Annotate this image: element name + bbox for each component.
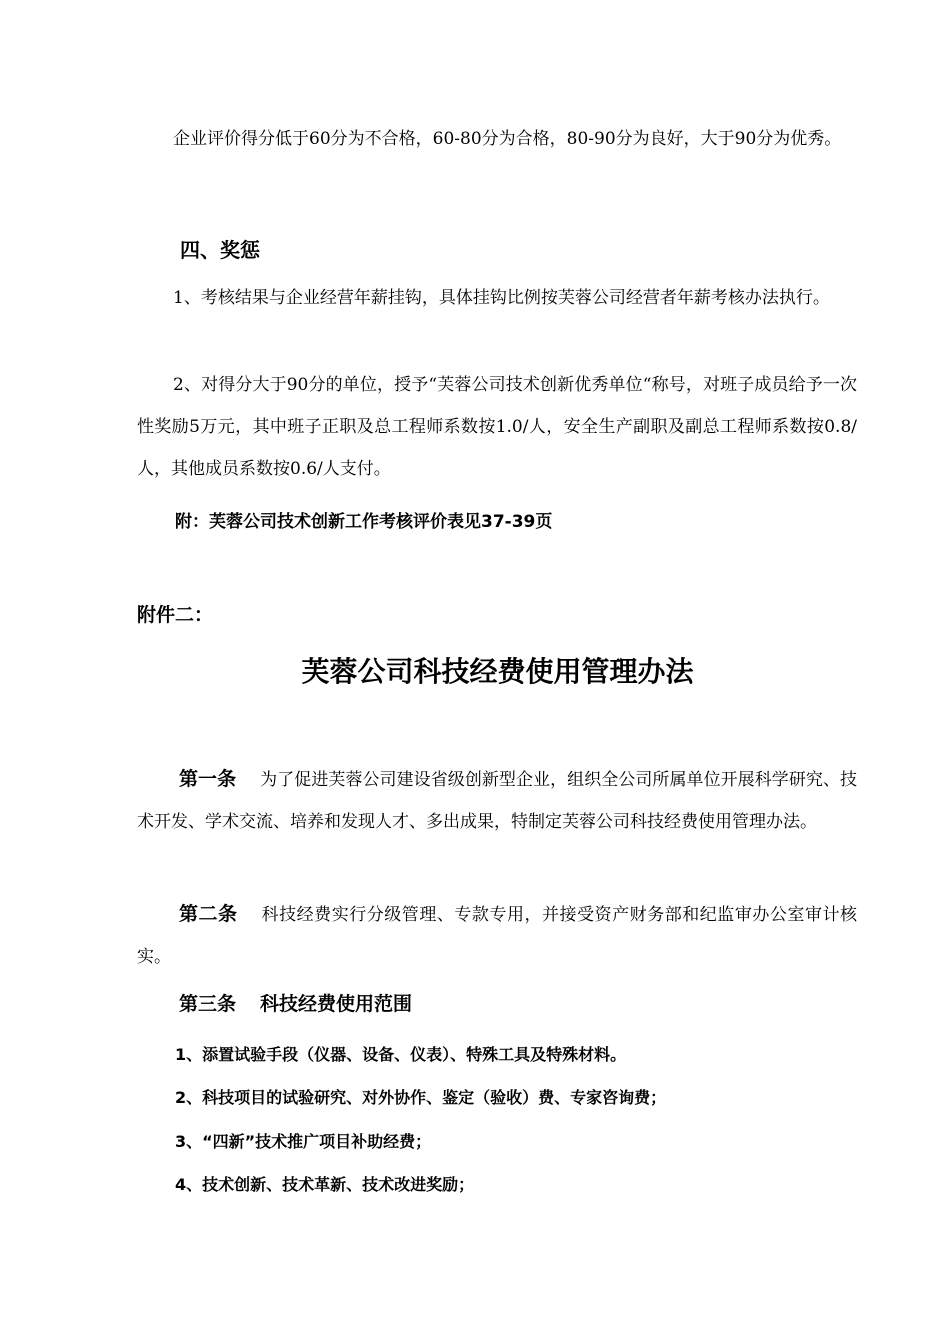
article-3-number: 第三条	[179, 993, 237, 1015]
article-1-text: 为了促进芙蓉公司建设省级创新型企业，组织全公司所属单位开展科学研究、技术开发、学术交流、培养和发现人才、多出成果，特制定芙蓉公司科技经费使用管理办法。	[137, 770, 857, 832]
article-2	[137, 893, 857, 978]
article-3	[137, 983, 857, 1026]
document-title: 芙蓉公司科技经费使用管理办法	[301, 655, 694, 688]
scope-item: 2、科技项目的试验研究、对外协作、鉴定（验收）费、专家咨询费；	[175, 1088, 667, 1107]
attachment-label: 附件二：	[137, 604, 214, 626]
article-2-number: 第二条	[179, 903, 238, 925]
scope-item: 4、技术创新、技术革新、技术改进奖励；	[175, 1175, 475, 1194]
article-3-text: 科技经费使用范围	[260, 993, 413, 1015]
article-1-number: 第一条	[179, 768, 237, 790]
appendix-note: 附：芙蓉公司技术创新工作考核评价表见37-39页	[175, 512, 553, 532]
article-2-text: 科技经费实行分级管理、专款专用，并接受资产财务部和纪监审办公室审计核实。	[137, 905, 857, 967]
rewards-item-2: 2、对得分大于90分的单位，授予“芙蓉公司技术创新优秀单位“称号，对班子成员给予一次性奖励5万元，其中班子正职及总工程师系数按1.0/人，安全生产副职及副总工程师系数按0.8/人，其他成员系数按0.6/人支付。	[137, 375, 857, 479]
rewards-item-1: 1、考核结果与企业经营年薪挂钩，具体挂钩比例按芙蓉公司经营者年薪考核办法执行。	[173, 288, 830, 308]
scope-item: 3、“四新”技术推广项目补助经费；	[175, 1132, 432, 1151]
article-1	[137, 758, 857, 843]
section-heading-rewards: 四、奖惩	[180, 238, 260, 262]
score-grading-paragraph: 企业评价得分低于60分为不合格，60-80分为合格，80-90分为良好，大于90分为优秀。	[173, 129, 842, 149]
scope-item: 1、添置试验手段（仪器、设备、仪表）、特殊工具及特殊材料。	[175, 1045, 627, 1064]
